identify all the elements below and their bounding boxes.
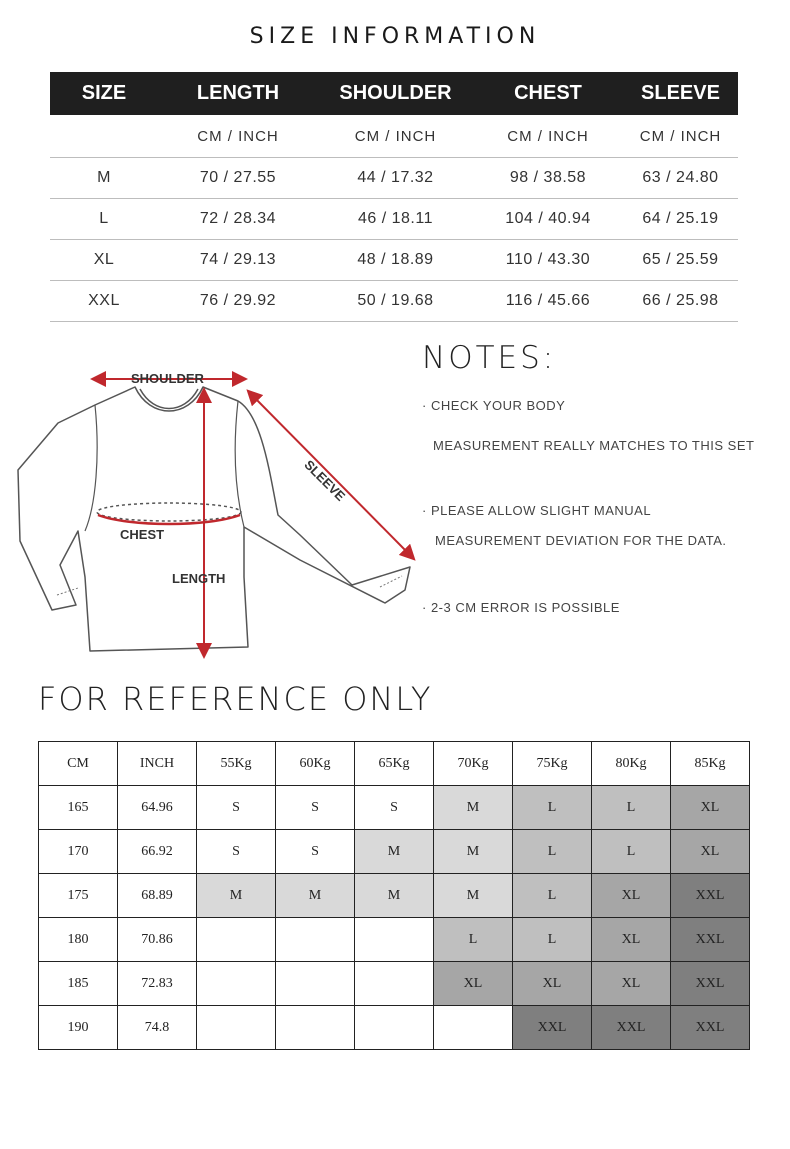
header-cell: CM bbox=[39, 742, 118, 786]
size-cell: XL bbox=[93, 251, 115, 268]
cm-cell: 190 bbox=[39, 1006, 118, 1050]
size-cell: XXL bbox=[671, 918, 750, 962]
header-cell: 75Kg bbox=[513, 742, 592, 786]
table-row bbox=[50, 240, 738, 281]
shoulder-cell: 46 / 18.11 bbox=[358, 210, 433, 227]
size-cell: L bbox=[592, 830, 671, 874]
header-length: LENGTH bbox=[196, 82, 280, 104]
size-cell: M bbox=[355, 830, 434, 874]
inch-cell: 74.8 bbox=[118, 1006, 197, 1050]
length-cell: 70 / 27.55 bbox=[199, 169, 277, 186]
size-cell: L bbox=[99, 210, 109, 227]
size-cell: M bbox=[434, 874, 513, 918]
table-row bbox=[39, 918, 750, 962]
size-cell bbox=[197, 918, 276, 962]
size-cell: S bbox=[276, 830, 355, 874]
size-cell: XL bbox=[592, 962, 671, 1006]
length-label: LENGTH bbox=[172, 571, 226, 586]
shoulder-label: SHOULDER bbox=[131, 371, 204, 386]
header-sleeve: SLEEVE bbox=[641, 82, 720, 104]
sleeve-cell: 64 / 25.19 bbox=[642, 210, 719, 227]
sleeve-label: SLEEVE bbox=[301, 457, 349, 504]
size-cell bbox=[355, 962, 434, 1006]
size-cell: XXL bbox=[671, 874, 750, 918]
size-cell: L bbox=[434, 918, 513, 962]
chest-cell: 98 / 38.58 bbox=[509, 169, 587, 186]
table-row bbox=[39, 962, 750, 1006]
chest-cell: 104 / 40.94 bbox=[505, 210, 591, 227]
size-cell bbox=[355, 1006, 434, 1050]
shoulder-cell: 44 / 17.32 bbox=[357, 169, 434, 186]
length-cell: 74 / 29.13 bbox=[199, 251, 277, 268]
cm-cell: 185 bbox=[39, 962, 118, 1006]
size-cell: S bbox=[276, 786, 355, 830]
size-cell: XXL bbox=[513, 1006, 592, 1050]
size-cell: XXL bbox=[592, 1006, 671, 1050]
unit-cell: CM / INCH bbox=[507, 127, 589, 145]
unit-cell: CM / INCH bbox=[639, 127, 722, 145]
size-cell: S bbox=[197, 830, 276, 874]
size-cell: M bbox=[355, 874, 434, 918]
sleeve-cell: 63 / 24.80 bbox=[642, 169, 719, 186]
cm-cell: 180 bbox=[39, 918, 118, 962]
note-line: MEASUREMENT DEVIATION FOR THE DATA. bbox=[435, 533, 727, 548]
size-cell: L bbox=[513, 830, 592, 874]
cm-cell: 165 bbox=[39, 786, 118, 830]
size-cell: XL bbox=[513, 962, 592, 1006]
size-cell bbox=[197, 1006, 276, 1050]
size-cell: XL bbox=[592, 918, 671, 962]
size-cell bbox=[355, 918, 434, 962]
reference-size-table bbox=[38, 741, 750, 1050]
size-cell: M bbox=[197, 874, 276, 918]
shoulder-cell: 48 / 18.89 bbox=[357, 251, 434, 268]
size-cell bbox=[276, 962, 355, 1006]
table-header-row bbox=[39, 742, 750, 786]
unit-cell: CM / INCH bbox=[197, 127, 279, 145]
size-cell: M bbox=[276, 874, 355, 918]
size-cell: L bbox=[513, 874, 592, 918]
header-shoulder: SHOULDER bbox=[339, 82, 452, 104]
cm-cell: 175 bbox=[39, 874, 118, 918]
table-row bbox=[39, 786, 750, 830]
header-cell: INCH bbox=[118, 742, 197, 786]
size-cell bbox=[276, 1006, 355, 1050]
size-cell bbox=[434, 1006, 513, 1050]
size-cell: S bbox=[355, 786, 434, 830]
header-size: SIZE bbox=[81, 82, 127, 104]
chest-label: CHEST bbox=[120, 527, 165, 542]
chest-cell: 110 / 43.30 bbox=[505, 251, 591, 268]
garment-diagram bbox=[0, 355, 420, 665]
inch-cell: 66.92 bbox=[118, 830, 197, 874]
notes-title: NOTES: bbox=[422, 340, 557, 376]
note-line: · PLEASE ALLOW SLIGHT MANUAL bbox=[422, 503, 652, 518]
size-cell: XL bbox=[671, 830, 750, 874]
reference-title: FOR REFERENCE ONLY bbox=[38, 680, 433, 718]
sleeve-cell: 66 / 25.98 bbox=[642, 292, 719, 309]
cm-cell: 170 bbox=[39, 830, 118, 874]
header-cell: 70Kg bbox=[434, 742, 513, 786]
table-row bbox=[39, 1006, 750, 1050]
inch-cell: 72.83 bbox=[118, 962, 197, 1006]
size-cell: L bbox=[513, 786, 592, 830]
size-information-title: SIZE INFORMATION bbox=[249, 24, 541, 49]
table-row bbox=[50, 199, 738, 240]
chest-cell: 116 / 45.66 bbox=[505, 292, 591, 309]
size-cell: M bbox=[97, 169, 111, 186]
size-cell: XL bbox=[592, 874, 671, 918]
size-table-units bbox=[50, 115, 738, 158]
size-cell: M bbox=[434, 786, 513, 830]
header-cell: 60Kg bbox=[276, 742, 355, 786]
size-table-header bbox=[50, 72, 738, 115]
header-cell: 85Kg bbox=[671, 742, 750, 786]
size-cell: L bbox=[513, 918, 592, 962]
length-cell: 76 / 29.92 bbox=[199, 292, 277, 309]
size-cell bbox=[276, 918, 355, 962]
size-cell: L bbox=[592, 786, 671, 830]
table-row bbox=[50, 158, 738, 199]
note-line: · CHECK YOUR BODY bbox=[422, 398, 566, 413]
table-row bbox=[39, 874, 750, 918]
inch-cell: 68.89 bbox=[118, 874, 197, 918]
header-chest: CHEST bbox=[514, 82, 582, 104]
header-cell: 80Kg bbox=[592, 742, 671, 786]
size-cell: XXL bbox=[88, 292, 120, 309]
size-cell: XXL bbox=[671, 1006, 750, 1050]
header-cell: 55Kg bbox=[197, 742, 276, 786]
note-line: MEASUREMENT REALLY MATCHES TO THIS SET bbox=[433, 438, 755, 453]
table-row bbox=[50, 281, 738, 322]
header-cell: 65Kg bbox=[355, 742, 434, 786]
size-information-table bbox=[50, 72, 738, 322]
sleeve-cell: 65 / 25.59 bbox=[642, 251, 719, 268]
size-cell: M bbox=[434, 830, 513, 874]
note-line: · 2-3 CM ERROR IS POSSIBLE bbox=[422, 600, 620, 615]
inch-cell: 64.96 bbox=[118, 786, 197, 830]
size-cell: XXL bbox=[671, 962, 750, 1006]
size-cell: S bbox=[197, 786, 276, 830]
unit-cell: CM / INCH bbox=[354, 127, 437, 145]
size-cell: XL bbox=[434, 962, 513, 1006]
size-cell bbox=[197, 962, 276, 1006]
table-row bbox=[39, 830, 750, 874]
shoulder-cell: 50 / 19.68 bbox=[357, 292, 434, 309]
shirt-outline-illustration bbox=[0, 355, 420, 665]
inch-cell: 70.86 bbox=[118, 918, 197, 962]
size-cell: XL bbox=[671, 786, 750, 830]
length-cell: 72 / 28.34 bbox=[199, 210, 277, 227]
